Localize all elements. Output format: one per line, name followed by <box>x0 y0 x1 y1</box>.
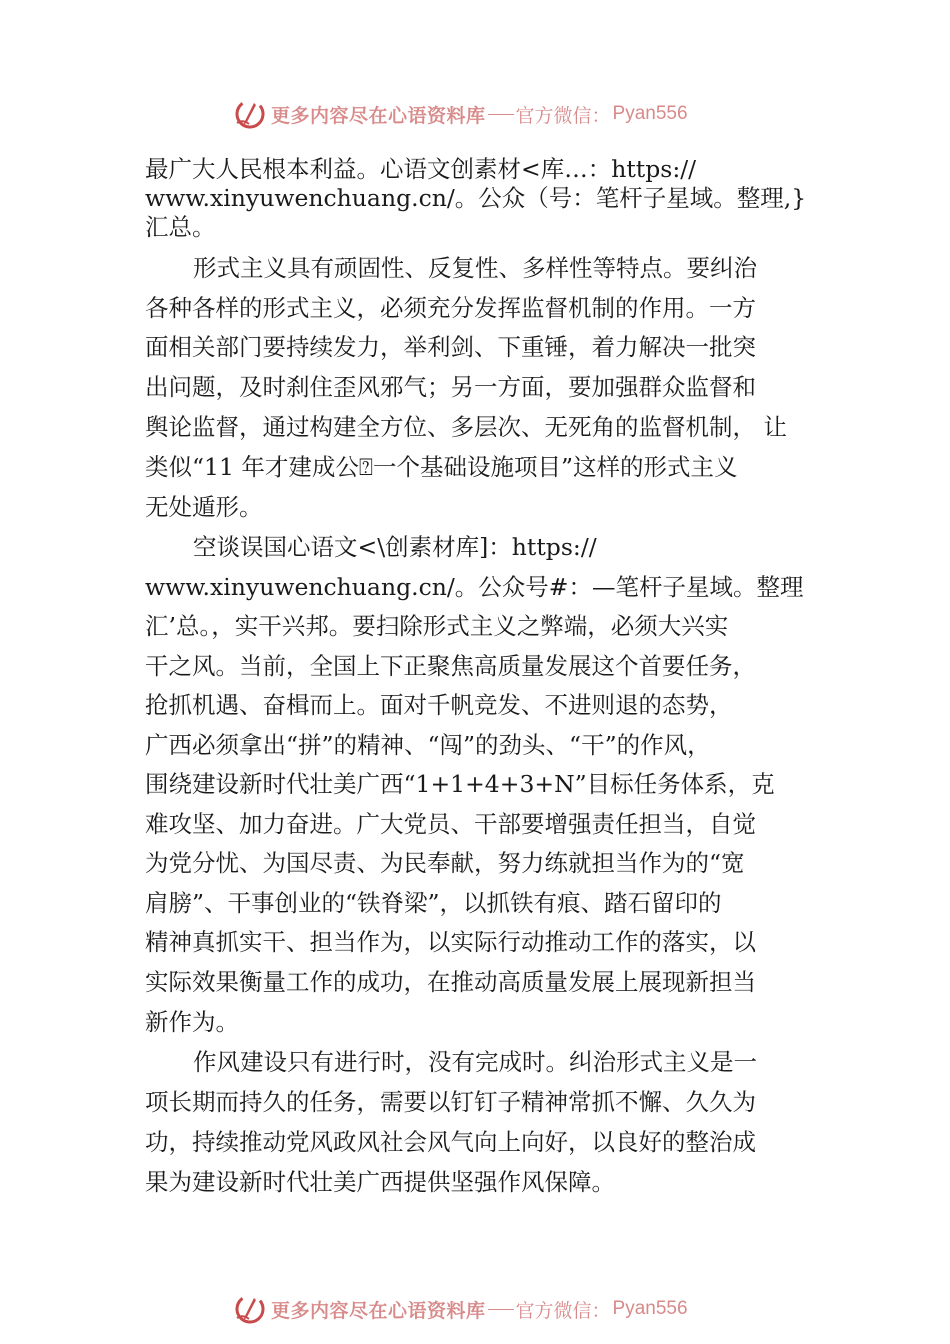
header-banner <box>233 96 688 132</box>
text-line: 新作为。 <box>145 1008 239 1036</box>
footer-banner <box>233 1291 688 1327</box>
text-line: 实际效果衡量工作的成功，在推动高质量发展上展现新担当 <box>145 968 756 996</box>
banner-subtitle: 官方微信： <box>515 104 611 127</box>
text-line: 舆论监督，通过构建全方位、多层次、无死角的监督机制， 让 <box>145 413 787 441</box>
text-line: 广西必须拿出“拼”的精神、“闯”的劲头、“干”的作风， <box>145 731 711 759</box>
text-line: 最广大人民根本利益。心语文创素材<库…：https:// <box>145 155 697 183</box>
pen-logo-icon <box>233 97 267 131</box>
text-line: 肩膀”、干事创业的“铁脊梁”，以抓铁有痕、踏石留印的 <box>145 889 722 917</box>
banner-dash <box>488 1309 514 1310</box>
text-line: 空谈误国心语文<\创素材库]：https:// <box>193 533 597 561</box>
text-line: 面相关部门要持续发力，举利剑、下重锤，着力解决一批突 <box>145 333 756 361</box>
text-line: 果为建设新时代壮美广西提供坚强作风保障。 <box>145 1168 615 1196</box>
text-line: 难攻坚、加力奋进。广大党员、干部要增强责任担当，自觉 <box>145 810 756 838</box>
text-line: 干之风。当前，全国上下正聚焦高质量发展这个首要任务， <box>145 652 756 680</box>
text-line: 围绕建设新时代壮美广西“1+1+4+3+N”目标任务体系，克 <box>145 770 775 798</box>
banner-wechat-id: Pyan556 <box>612 103 688 124</box>
text-line: 无处遁形。 <box>145 493 263 521</box>
text-line: 精神真抓实干、担当作为，以实际行动推动工作的落实，以 <box>145 928 756 956</box>
banner-dash <box>488 114 514 115</box>
text-line: 类似“11 年才建成公⍰一个基础设施项目”这样的形式主义 <box>145 453 738 481</box>
text-line: 各种各样的形式主义，必须充分发挥监督机制的作用。一方 <box>145 294 756 322</box>
text-line: 汇’总。，实干兴邦。要扫除形式主义之弊端，必须大兴实 <box>145 612 729 640</box>
text-line: 形式主义具有顽固性、反复性、多样性等特点。要纠治 <box>193 254 757 282</box>
text-line: www.xinyuwenchuang.cn/。公众（号：笔杆子星域。整理,} <box>145 184 807 212</box>
banner-subtitle: 官方微信： <box>515 1299 611 1322</box>
text-line: 抢抓机遇、奋楫而上。面对千帆竞发、不进则退的态势， <box>145 691 733 719</box>
banner-title: 更多内容尽在心语资料库 <box>271 104 486 127</box>
text-line: www.xinyuwenchuang.cn/。公众号#：—笔杆子星域。整理 <box>145 573 804 601</box>
text-line: 功，持续推动党风政风社会风气向上向好，以良好的整治成 <box>145 1128 756 1156</box>
text-line: 项长期而持久的任务，需要以钉钉子精神常抓不懈、久久为 <box>145 1088 756 1116</box>
text-line: 为党分忧、为国尽责、为民奉献，努力练就担当作为的“宽 <box>145 849 745 877</box>
banner-title: 更多内容尽在心语资料库 <box>271 1299 486 1322</box>
text-line: 汇总。 <box>145 213 216 241</box>
text-line: 作风建设只有进行时，没有完成时。纠治形式主义是一 <box>193 1048 757 1076</box>
pen-logo-icon <box>233 1292 267 1326</box>
banner-wechat-id: Pyan556 <box>612 1298 688 1319</box>
text-line: 出问题，及时刹住歪风邪气；另一方面，要加强群众监督和 <box>145 373 756 401</box>
